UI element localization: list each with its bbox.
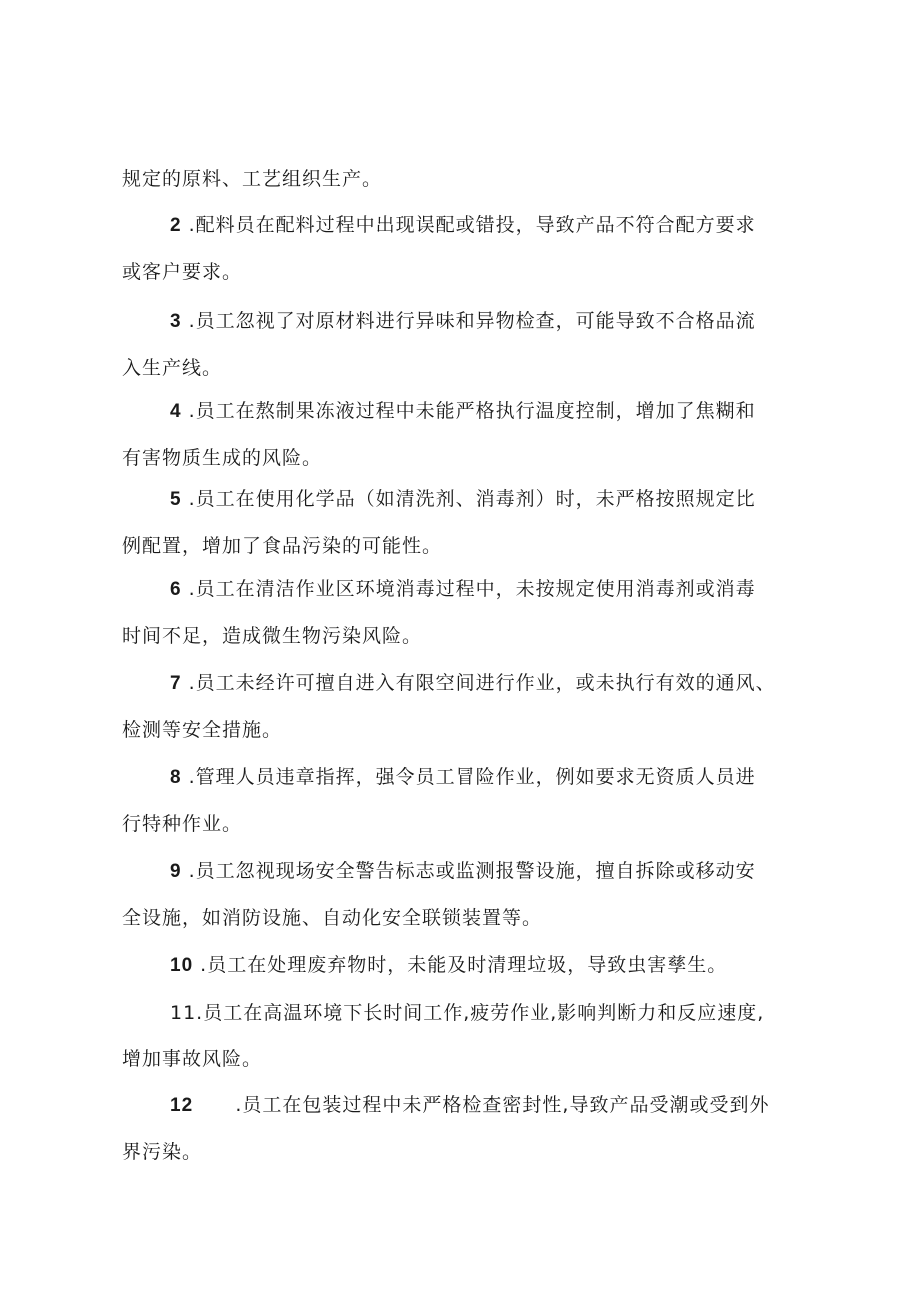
paragraph-item-3 <box>122 298 812 391</box>
item-number: 7 <box>170 673 182 694</box>
paragraph-item-4 <box>122 388 812 481</box>
item-number: 12 <box>170 1095 194 1116</box>
paragraph-line: 全设施，如消防设施、自动化安全联锁装置等。 <box>122 907 543 929</box>
paragraph-line: 增加事故风险。 <box>122 1048 263 1070</box>
paragraph-item-8 <box>122 754 812 847</box>
paragraph-line: 检测等安全措施。 <box>122 719 283 741</box>
paragraph-item-7 <box>122 660 812 753</box>
paragraph-line: 11.员工在高温环境下长时间工作,疲劳作业,影响判断力和反应速度, <box>170 1002 765 1024</box>
paragraph-item-6 <box>122 566 812 659</box>
paragraph-line: 时间不足，造成微生物污染风险。 <box>122 625 423 647</box>
paragraph-item-5 <box>122 476 812 569</box>
paragraph-line: 界污染。 <box>122 1141 203 1163</box>
paragraph-line: 例配置，增加了食品污染的可能性。 <box>122 535 443 557</box>
paragraph-line: 10 .员工在处理废弃物时，未能及时清理垃圾，导致虫害孳生。 <box>170 954 728 976</box>
paragraph-continuation <box>122 156 812 202</box>
paragraph-item-9 <box>122 848 812 941</box>
paragraph-line: 有害物质生成的风险。 <box>122 447 323 469</box>
paragraph-line: 3 .员工忽视了对原材料进行异味和异物检查，可能导致不合格品流 <box>170 310 756 332</box>
paragraph-item-12 <box>122 1082 812 1175</box>
item-number: 10 <box>170 955 194 976</box>
paragraph-item-10 <box>122 942 812 989</box>
paragraph-item-2 <box>122 202 812 295</box>
item-number: 8 <box>170 767 182 788</box>
item-number: 5 <box>170 489 182 510</box>
paragraph-line: 规定的原料、工艺组织生产。 <box>122 168 383 190</box>
paragraph-line: 行特种作业。 <box>122 813 243 835</box>
paragraph-line: 9 .员工忽视现场安全警告标志或监测报警设施，擅自拆除或移动安 <box>170 860 756 882</box>
paragraph-line: 4 .员工在熬制果冻液过程中未能严格执行温度控制，增加了焦糊和 <box>170 400 756 422</box>
item-number: 9 <box>170 861 182 882</box>
paragraph-line: 6 .员工在清洁作业区环境消毒过程中，未按规定使用消毒剂或消毒 <box>170 578 756 600</box>
paragraph-line: 5 .员工在使用化学品（如清洗剂、消毒剂）时，未严格按照规定比 <box>170 488 756 510</box>
paragraph-item-11 <box>122 990 812 1082</box>
item-number: 3 <box>170 311 182 332</box>
paragraph-line: 入生产线。 <box>122 357 223 379</box>
paragraph-line: 8 .管理人员违章指挥，强令员工冒险作业，例如要求无资质人员进 <box>170 766 756 788</box>
paragraph-line: 2 .配料员在配料过程中出现误配或错投，导致产品不符合配方要求 <box>170 214 756 236</box>
paragraph-line: 12 .员工在包装过程中未严格检查密封性,导致产品受潮或受到外 <box>170 1094 770 1116</box>
paragraph-line: 7 .员工未经许可擅自进入有限空间进行作业，或未执行有效的通风、 <box>170 672 776 694</box>
item-number: 6 <box>170 579 182 600</box>
paragraph-line: 或客户要求。 <box>122 261 243 283</box>
item-number: 2 <box>170 215 182 236</box>
item-number: 4 <box>170 401 182 422</box>
